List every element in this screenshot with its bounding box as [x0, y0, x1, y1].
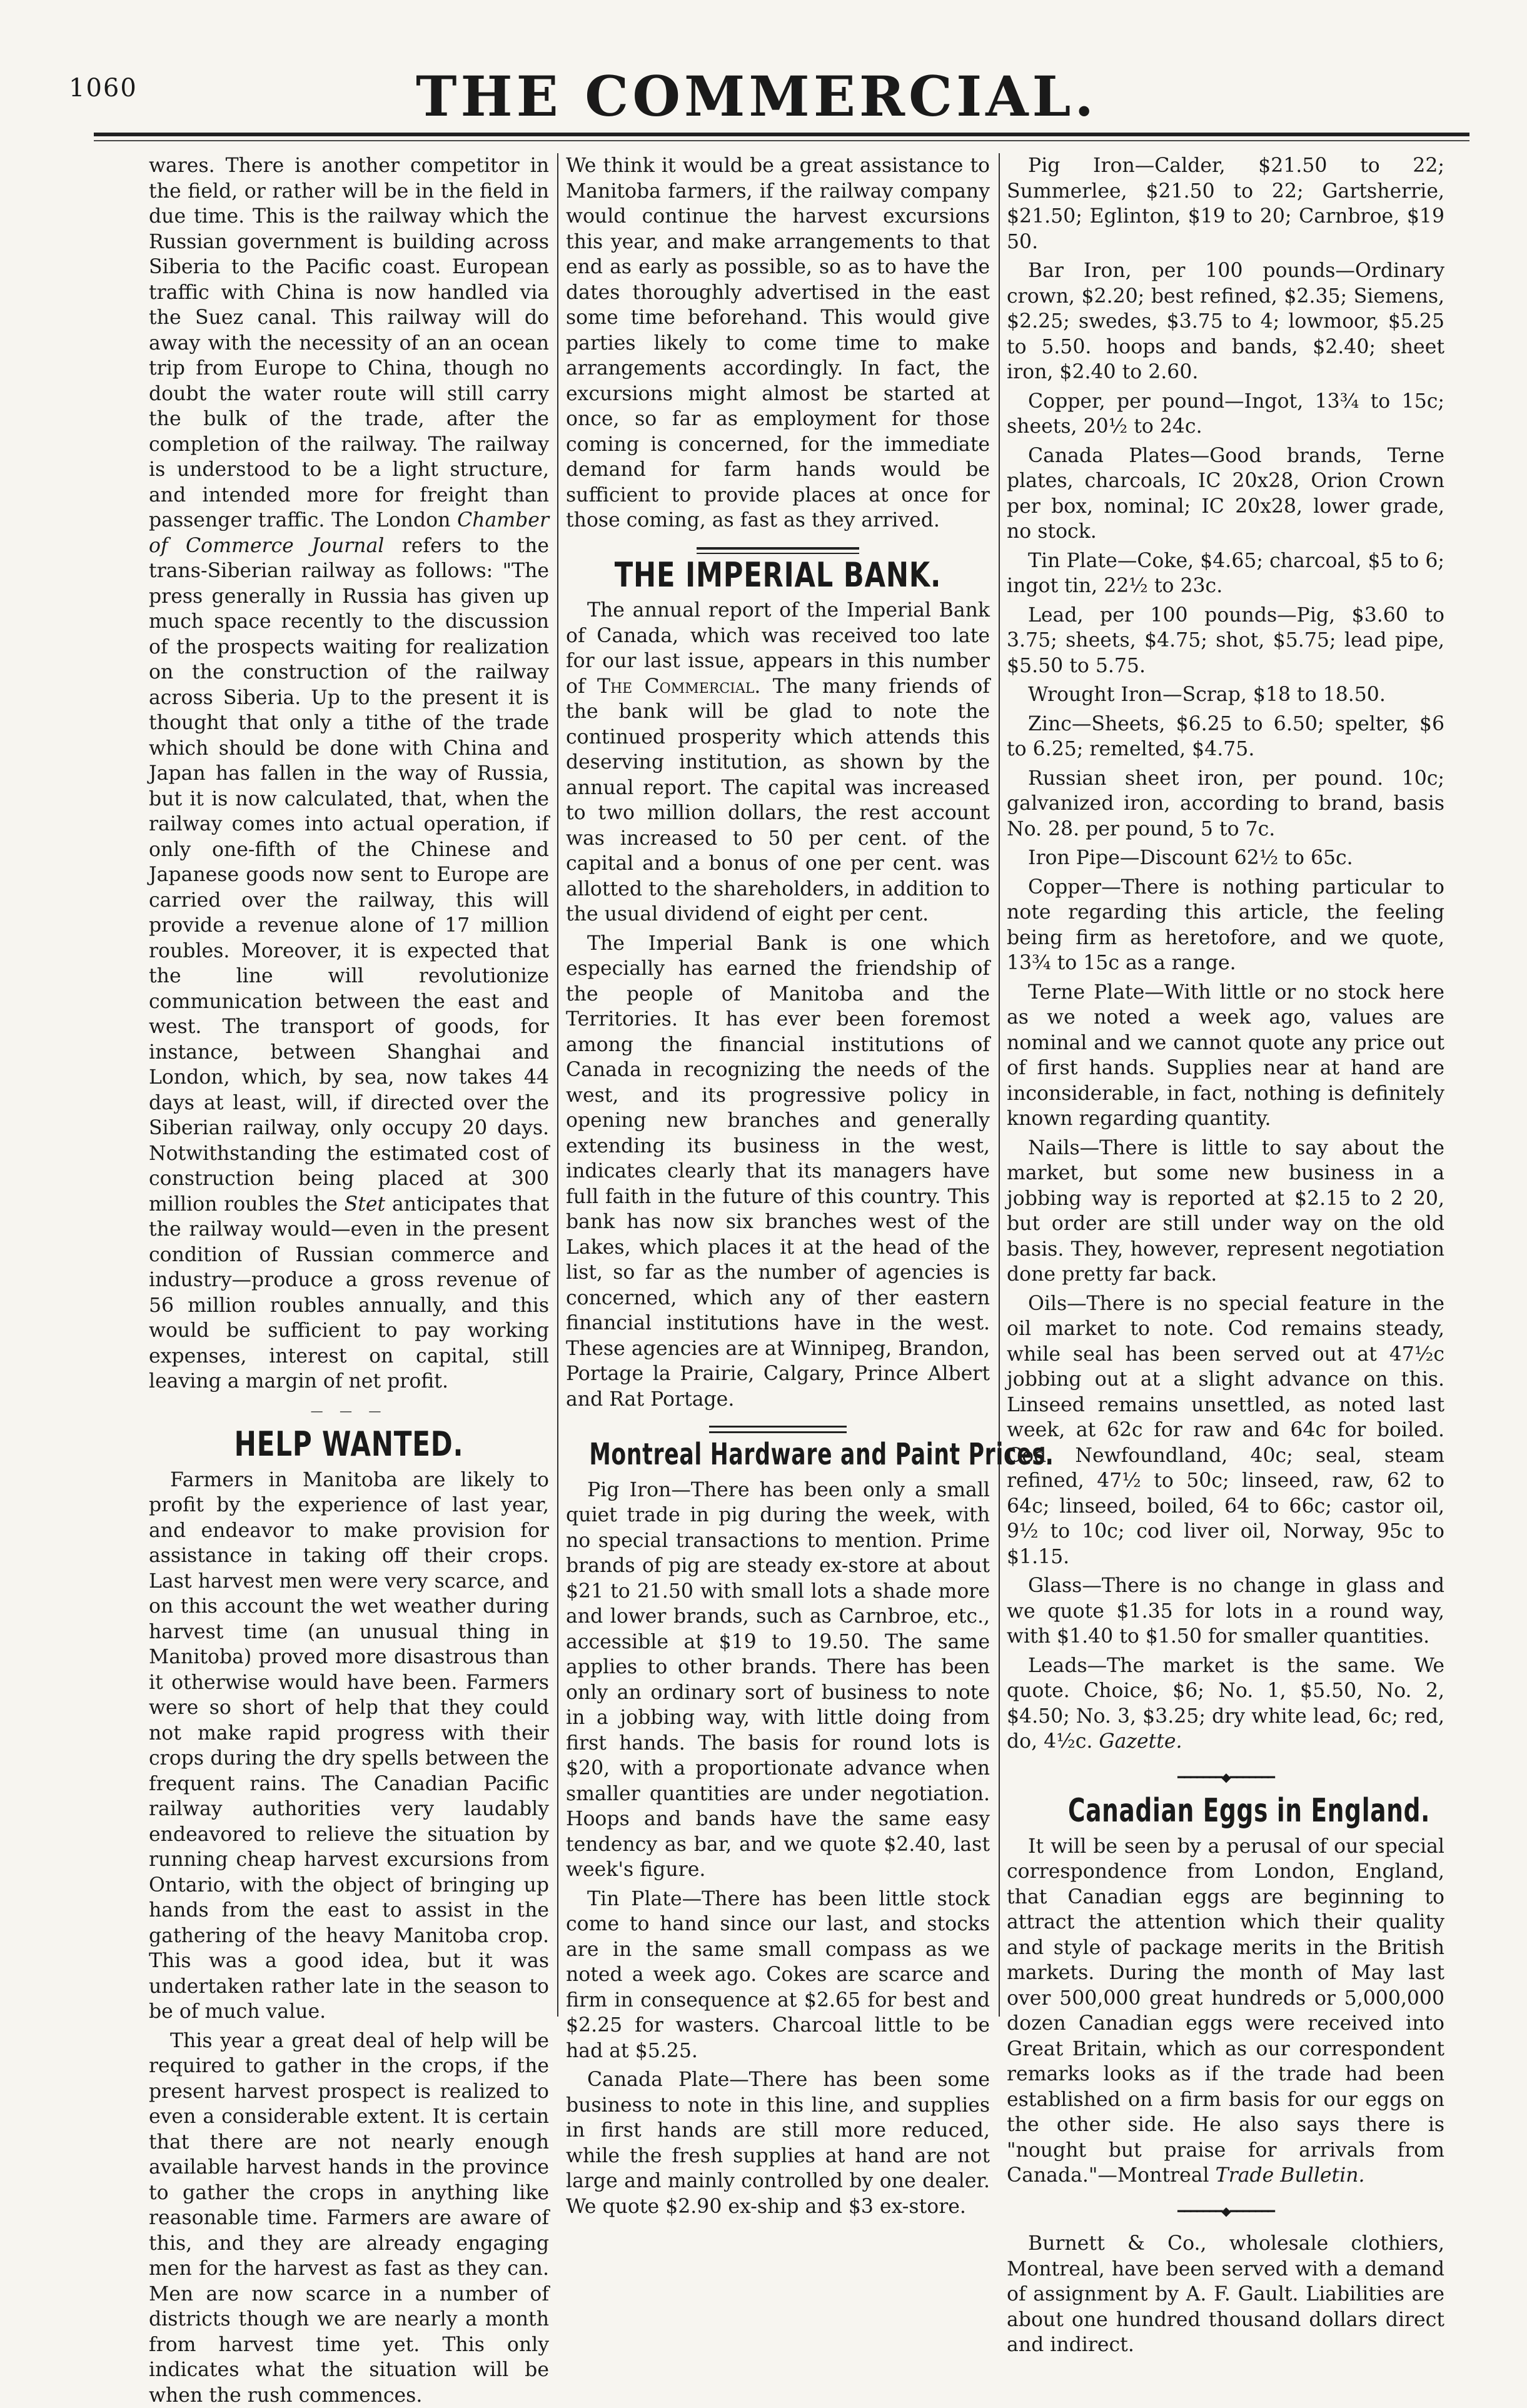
top-rule-thin	[94, 140, 1469, 141]
price-paragraph: Copper, per pound—Ingot, 13¾ to 15c; sheets, 20½ to 24c.	[1007, 389, 1444, 440]
page-number: 1060	[69, 74, 138, 103]
article-paragraph: Pig Iron—There has been only a small quiet trade in pig during the week, with no special transactions to mention. Prime brands of pig are steady ex-store at about $21 to 21.50 with small lots a shade more and lower brands, such as Carnbroe, etc., accessible at $19 to 19.50. The same applies to other brands. There has been only an ordinary sort of business to note in a jobbing way, with little doing from first hands. The basis for round lots is $20, with a proportionate advance when smaller quantities are under negotiation. Hoops and bands have the same easy tendency as bar, and we quote $2.40, last week's figure.	[566, 1478, 990, 1883]
article-paragraph: We think it would be a great assistance to Manitoba farmers, if the railway company would continue the harvest excursions this year, and make arrangements to that end as early as possible, so as to have the dates thoroughly advertised in the east some time beforehand. This would give parties likely to come time to make arrangements accordingly. In fact, the excursions might almost be started at once, so far as employment for those coming is concerned, for the immediate demand for farm hands would be sufficient to provide places at once for those coming, as fast as they arrived.	[566, 153, 990, 533]
price-paragraph: Wrought Iron—Scrap, $18 to 18.50.	[1007, 682, 1444, 708]
heading-canadian-eggs: Canadian Eggs in England.	[1068, 1798, 1383, 1824]
article-paragraph: The Imperial Bank is one which especially has earned the friendship of the people of Manitoba and the Territories. It has ever been foremost among the financial institutions of Canada in recognizing the needs of the west, and its progressive policy in opening new branches and generally extending its business in the west, indicates clearly that its managers have full faith in the future of this country. This bank has now six branches west of the Lakes, which places it at the head of the list, so far as the number of agencies is concerned, which any of ther eastern financial institutions have in the west. These agencies are at Winnipeg, Brandon, Portage la Prairie, Calgary, Prince Albert and Rat Portage.	[566, 931, 990, 1413]
heading-help-wanted: HELP WANTED.	[193, 1432, 505, 1458]
heading-imperial-bank: THE IMPERIAL BANK.	[608, 563, 947, 588]
separator	[697, 547, 859, 554]
article-paragraph: Canada Plate—There has been some business to note in this line, and supplies in first hands are still more reduced, while the fresh supplies at hand are not large and mainly controlled by one dealer. We quote $2.90 ex-ship and $3 ex-store.	[566, 2067, 990, 2219]
separator: — — —	[149, 1398, 549, 1424]
article-paragraph: Burnett & Co., wholesale clothiers, Montreal, have been served with a demand of assignment by A. F. Gault. Liabilities are about one hundred thousand dollars direct and indirect.	[1007, 2231, 1444, 2358]
price-paragraph: Nails—There is little to say about the market, but some new business in a jobbing way is reported at $2.15 to 2 20, but order are still under way on the old basis. They, however, represent negotiation done pretty far back.	[1007, 1136, 1444, 1287]
price-paragraph: Tin Plate—Coke, $4.65; charcoal, $5 to 6; ingot tin, 22½ to 23c.	[1007, 548, 1444, 599]
price-paragraph: Zinc—Sheets, $6.25 to 6.50; spelter, $6 to 6.25; remelted, $4.75.	[1007, 712, 1444, 762]
separator	[709, 1426, 847, 1433]
article-paragraph: The annual report of the Imperial Bank of Canada, which was received too late for our last issue, appears in this number of The Commercial. The many friends of the bank will be glad to note the continued prosperity which attends this deserving institution, as shown by the annual report. The capital was increased to two million dollars, the rest account was increased to 50 per cent. of the capital and a bonus of one per cent. was allotted to the shareholders, in addition to the usual dividend of eight per cent.	[566, 598, 990, 927]
column-3	[1007, 153, 1444, 2054]
ornament-separator: ━━━━━━━◆━━━━━━━	[1007, 2199, 1444, 2224]
masthead: THE COMMERCIAL.	[350, 64, 1163, 129]
ornament-separator: ━━━━━━━◆━━━━━━━	[1007, 1765, 1444, 1790]
price-paragraph: Canada Plates—Good brands, Terne plates, charcoals, IC 20x28, Orion Crown per box, nominal; IC 20x28, lower grade, no stock.	[1007, 443, 1444, 545]
column-2	[566, 153, 990, 2054]
price-paragraph: Oils—There is no special feature in the oil market to note. Cod remains steady, while seal has been served out at 47½c jobbing out at a slight advance on this. Linseed remains unsettled, as noted last week, at 62c for raw and 64c for boiled. Cod, Newfoundland, 40c; seal, steam refined, 47½ to 50c; linseed, raw, 62 to 64c; linseed, boiled, 64 to 66c; castor oil, 9½ to 10c; cod liver oil, Norway, 95c to $1.15.	[1007, 1291, 1444, 1570]
article-paragraph: wares. There is another competitor in the field, or rather will be in the field in due time. This is the railway which the Russian government is building across Siberia to the Pacific coast. European traffic with China is now handled via the Suez canal. This railway will do away with the necessity of an an ocean trip from Europe to China, though no doubt the water route will still carry the bulk of the trade, after the completion of the railway. The railway is understood to be a light structure, and intended more for freight than passenger traffic. The London Chamber of Commerce Journal refers to the trans-Siberian railway as follows: "The press generally in Russia has given up much space recently to the discussion of the prospects waiting for realization on the construction of the railway across Siberia. Up to the present it is thought that only a tithe of the trade which should be done with China and Japan has fallen in the way of Russia, but it is now calculated, that, when the railway comes into actual operation, if only one-fifth of the Chinese and Japanese goods now sent to Europe are carried over the railway, this will provide a revenue alone of 17 million roubles. Moreover, it is expected that the line will revolutionize communication between the east and west. The transport of goods, for instance, between Shanghai and London, which, by sea, now takes 44 days at least, will, if directed over the Siberian railway, only occupy 20 days. Notwithstanding the estimated cost of construction being placed at 300 million roubles the Stet anticipates that the railway would—even in the present condition of Russian commerce and industry—produce a gross revenue of 56 million roubles annually, and this would be sufficient to pay working expenses, interest on capital, still leaving a margin of net profit.	[149, 153, 549, 1394]
column-divider	[999, 153, 1000, 2017]
price-paragraph: Glass—There is no change in glass and we quote $1.35 for lots in a round way, with $1.40 to $1.50 for smaller quantities.	[1007, 1573, 1444, 1650]
article-paragraph: This year a great deal of help will be required to gather in the crops, if the present harvest prospect is realized to even a considerable extent. It is certain that there are not nearly enough available harvest hands in the province to gather the crops in anything like reasonable time. Farmers are aware of this, and they are already engaging men for the harvest as fast as they can. Men are now scarce in a number of districts though we are nearly a month from harvest time yet. This only indicates what the situation will be when the rush commences.	[149, 2028, 549, 2408]
heading-montreal-hardware: Montreal Hardware and Paint Prices.	[589, 1442, 966, 1468]
article-paragraph: Tin Plate—There has been little stock come to hand since our last, and stocks are in the same small compass as we noted a week ago. Cokes are scarce and firm in consequence at $2.65 for best and $2.25 for wasters. Charcoal little to be had at $5.25.	[566, 1887, 990, 2064]
price-paragraph: Iron Pipe—Discount 62½ to 65c.	[1007, 845, 1444, 871]
article-paragraph: It will be seen by a perusal of our special correspondence from London, England, that Canadian eggs are beginning to attract the attention which their quality and style of package merits in the British markets. During the month of May last over 500,000 great hundreds or 5,000,000 dozen Canadian eggs were received into Great Britain, which as our correspondent remarks looks as if the trade had been established on a firm basis for our eggs on the other side. He also says there is "nought but praise for arrivals from Canada."—Montreal Trade Bulletin.	[1007, 1834, 1444, 2189]
article-paragraph: Farmers in Manitoba are likely to profit by the experience of last year, and endeavor to make provision for assistance in taking off their crops. Last harvest men were very scarce, and on this account the wet weather during harvest time (an unusual thing in Manitoba) proved more disastrous than it otherwise would have been. Farmers were so short of help that they could not make rapid progress with their crops during the dry spells between the frequent rains. The Canadian Pacific railway authorities very laudably endeavored to relieve the situation by running cheap harvest excursions from Ontario, with the object of bringing up hands from the east to assist in the gathering of the heavy Manitoba crop. This was a good idea, but it was undertaken rather late in the season to be of much value.	[149, 1468, 549, 2025]
price-paragraph: Pig Iron—Calder, $21.50 to 22; Summerlee, $21.50 to 22; Gartsherrie, $21.50; Eglinton, $19 to 20; Carnbroe, $19 50.	[1007, 153, 1444, 254]
top-rule	[94, 133, 1469, 136]
price-paragraph: Terne Plate—With little or no stock here as we noted a week ago, values are nominal and we cannot quote any price out of first hands. Supplies near at hand are inconsiderable, in fact, nothing is definitely known regarding quantity.	[1007, 980, 1444, 1132]
price-paragraph: Lead, per 100 pounds—Pig, $3.60 to 3.75; sheets, $4.75; shot, $5.75; lead pipe, $5.50 to 5.75.	[1007, 603, 1444, 679]
price-paragraph: Bar Iron, per 100 pounds—Ordinary crown, $2.20; best refined, $2.35; Siemens, $2.25; swedes, $3.75 to 4; lowmoor, $5.25 to 5.50. hoops and bands, $2.40; sheet iron, $2.40 to 2.60.	[1007, 258, 1444, 385]
price-paragraph: Leads—The market is the same. We quote. Choice, $6; No. 1, $5.50, No. 2, $4.50; No. 3, $3.25; dry white lead, 6c; red, do, 4½c. Gazette.	[1007, 1653, 1444, 1755]
price-paragraph: Russian sheet iron, per pound. 10c; galvanized iron, according to brand, basis No. 28. per pound, 5 to 7c.	[1007, 766, 1444, 842]
price-paragraph: Copper—There is nothing particular to note regarding this article, the feeling being firm as heretofore, and we quote, 13¾ to 15c as a range.	[1007, 875, 1444, 976]
column-1	[149, 153, 549, 2054]
column-divider	[557, 153, 558, 2017]
